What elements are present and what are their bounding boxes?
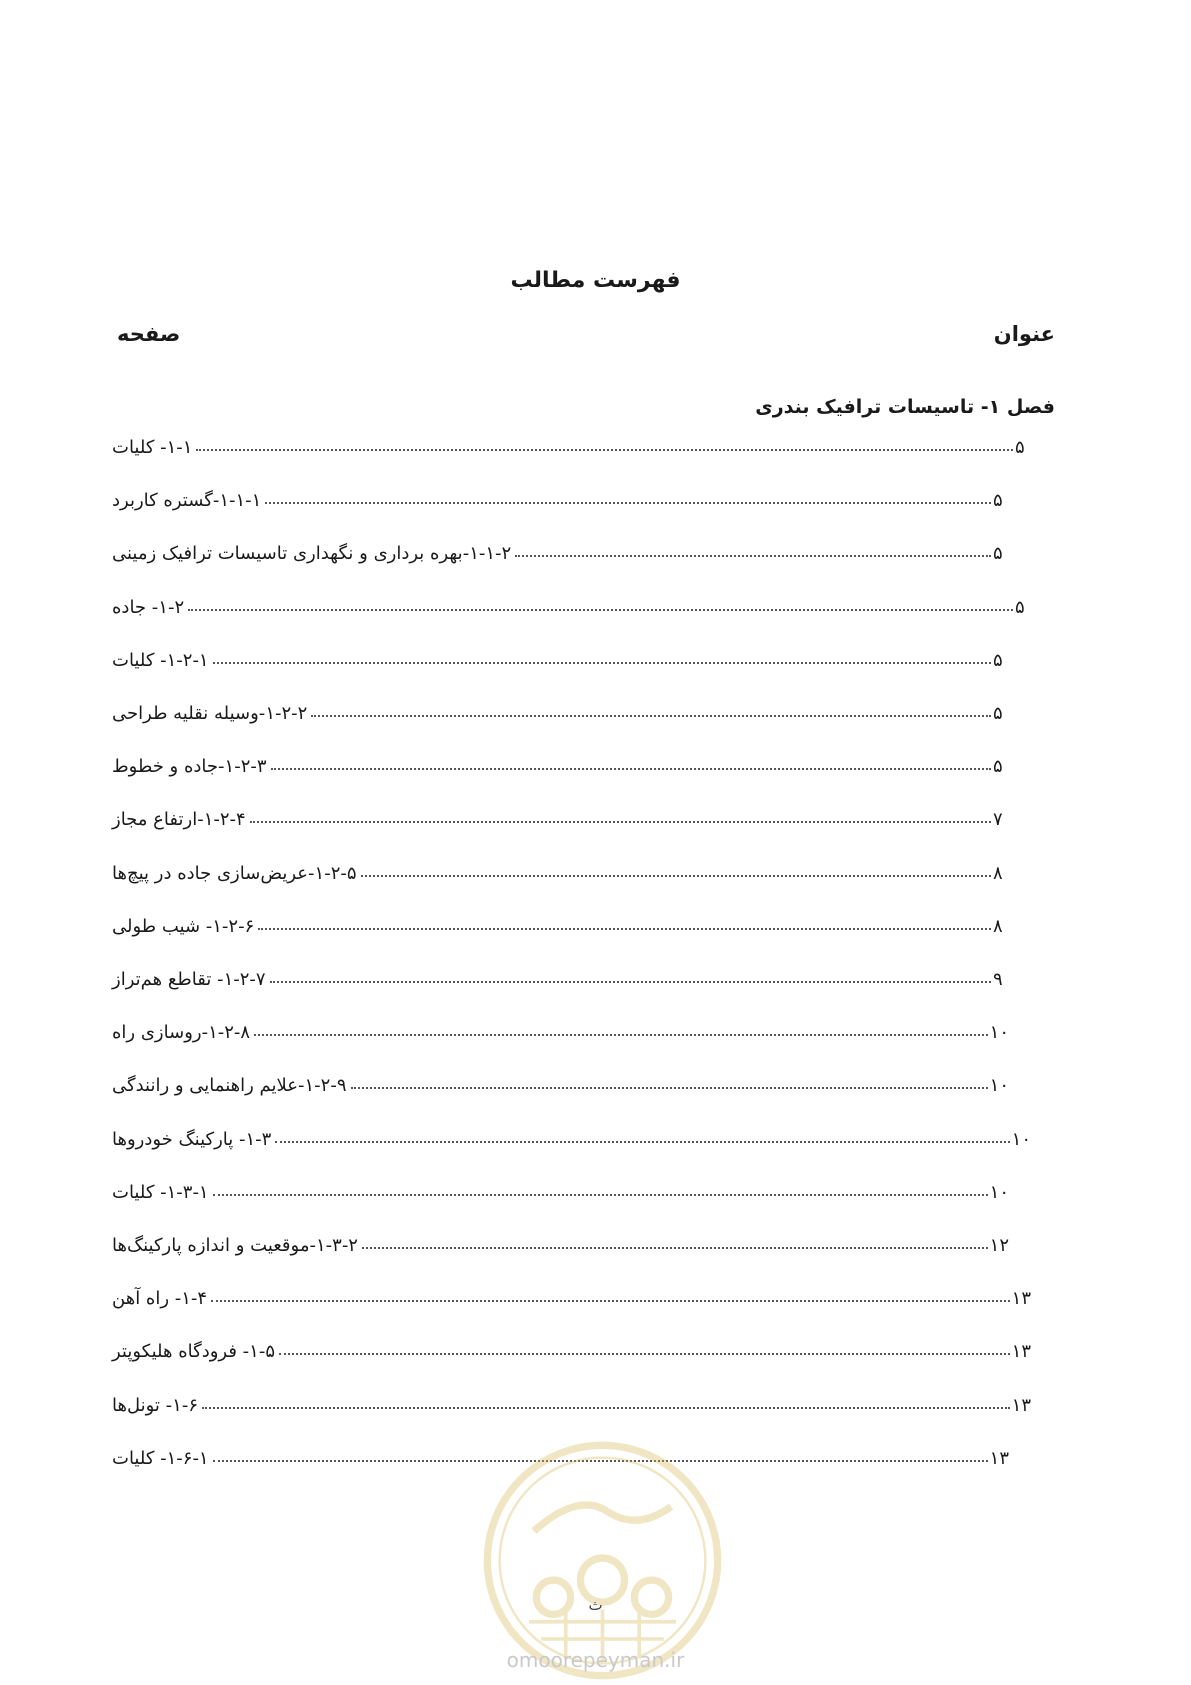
toc-entry-page: ۱۳ <box>1011 1341 1031 1363</box>
toc-entry-title: ۱-۳-۲-موقعیت و اندازه پارکینگ‌ها <box>112 1235 358 1256</box>
toc-entry-page: ۹ <box>993 969 1003 990</box>
toc-dot-leader <box>275 1141 1009 1143</box>
toc-entry-page: ۵ <box>993 649 1003 671</box>
toc-entry-page: ۱۳ <box>989 1447 1009 1469</box>
toc-entry-title: ۱-۲-۶- شیب طولی <box>112 915 255 937</box>
toc-entry[interactable] <box>112 960 1009 990</box>
toc-entry-page: ۵ <box>1015 596 1025 618</box>
toc-entry-page: ۵ <box>993 543 1003 565</box>
toc-dot-leader <box>271 768 991 770</box>
toc-entry-page: ۷ <box>993 809 1003 831</box>
toc-dot-leader <box>311 715 991 717</box>
toc-entry-title: ۱-۱-۲-بهره برداری و نگهداری تاسیسات ترافیک زمینی <box>112 543 512 565</box>
toc-entry[interactable] <box>112 1226 1009 1256</box>
toc-entry-title: ۱-۲-۹-علایم راهنمایی و رانندگی <box>112 1075 347 1097</box>
toc-entry-title: ۱-۱-۱-گستره کاربرد <box>112 490 262 512</box>
toc-entry-page: ۸ <box>993 915 1003 937</box>
toc-entry-title: ۱-۴- راه آهن <box>112 1288 208 1310</box>
toc-entry[interactable] <box>112 1332 1031 1362</box>
toc-entry[interactable] <box>112 747 1009 777</box>
toc-entry-page: ۱۲ <box>989 1235 1009 1256</box>
toc-entry[interactable] <box>112 1120 1031 1150</box>
toc-dot-leader <box>351 1087 988 1089</box>
toc-entry-page: ۵ <box>1015 437 1025 458</box>
toc-entry-page: ۱۰ <box>989 1181 1009 1203</box>
toc-entry-title: ۱-۲-۸-روسازی راه <box>112 1022 251 1044</box>
toc-entry-page: ۵ <box>993 490 1003 512</box>
toc-entry-title: ۱-۶- تونل‌ها <box>112 1394 198 1416</box>
toc-entry[interactable] <box>112 588 1031 618</box>
watermark-logo-icon <box>480 1438 725 1683</box>
toc-dot-leader <box>258 928 991 930</box>
toc-entry-page: ۵ <box>993 756 1003 778</box>
toc-entry-title: ۱-۲-۷- تقاطع هم‌تراز <box>112 969 266 990</box>
toc-dot-leader <box>202 1407 1010 1409</box>
toc-entry-title: ۱-۱- کلیات <box>112 437 193 458</box>
toc-entry-title: ۱-۲-۳-جاده و خطوط <box>112 756 267 778</box>
toc-dot-leader <box>213 662 991 664</box>
toc-entry-title: ۱-۲-۲-وسیله نقلیه طراحی <box>112 703 308 724</box>
toc-entry-page: ۱۳ <box>1011 1394 1031 1416</box>
toc-entry-title: ۱-۲- جاده <box>112 596 185 618</box>
toc-entry[interactable] <box>112 1066 1009 1096</box>
toc-dot-leader <box>188 609 1013 611</box>
toc-entry[interactable] <box>112 1013 1009 1043</box>
toc-entry[interactable] <box>112 907 1009 937</box>
toc-dot-leader <box>279 1353 1010 1355</box>
toc-entry-page: ۱۰ <box>989 1075 1009 1097</box>
toc-entry[interactable] <box>112 1279 1031 1309</box>
toc-entry-title: ۱-۳- پارکینگ خودروها <box>112 1128 272 1150</box>
toc-entry-title: ۱-۳-۱- کلیات <box>112 1181 209 1203</box>
toc-dot-leader <box>250 821 991 823</box>
toc-entry[interactable] <box>112 854 1009 884</box>
page-title: فهرست مطالب <box>510 268 681 293</box>
watermark-text: omoorepeyman.ir <box>506 1648 685 1672</box>
toc-entry-title: ۱-۶-۱- کلیات <box>112 1447 209 1469</box>
toc-dot-leader <box>362 1247 988 1249</box>
toc-entry[interactable] <box>112 800 1009 830</box>
toc-entry[interactable] <box>112 1386 1031 1416</box>
toc-dot-leader <box>515 555 991 557</box>
toc-entry-page: ۸ <box>993 862 1003 884</box>
toc-entry-page: ۵ <box>993 703 1003 724</box>
toc-entry[interactable] <box>112 481 1009 511</box>
toc-entry-title: ۱-۲-۵-عریض‌سازی جاده در پیچ‌ها <box>112 862 357 884</box>
toc-dot-leader <box>196 449 1013 451</box>
column-header-title: عنوان <box>993 322 1055 346</box>
toc-entry[interactable] <box>112 694 1009 724</box>
chapter-heading: فصل ۱- تاسیسات ترافیک بندری <box>755 396 1055 418</box>
toc-entry-page: ۱۰ <box>1011 1128 1031 1150</box>
toc-entry[interactable] <box>112 428 1031 458</box>
toc-entry-title: ۱-۵- فرودگاه هلیکوپتر <box>112 1341 276 1363</box>
toc-entry-title: ۱-۲-۱- کلیات <box>112 649 209 671</box>
toc-dot-leader <box>213 1194 988 1196</box>
toc-dot-leader <box>361 875 991 877</box>
toc-entry-title: ۱-۲-۴-ارتفاع مجاز <box>112 809 246 831</box>
toc-entry[interactable] <box>112 534 1009 564</box>
page-number: ث <box>588 1596 603 1614</box>
toc-dot-leader <box>270 981 991 983</box>
column-header-page: صفحه <box>117 322 181 346</box>
toc-dot-leader <box>211 1300 1010 1302</box>
toc-dot-leader <box>265 502 991 504</box>
toc-dot-leader <box>254 1034 988 1036</box>
toc-entry[interactable] <box>112 1173 1009 1203</box>
toc-entry-page: ۱۰ <box>989 1022 1009 1044</box>
toc-entry-page: ۱۳ <box>1011 1288 1031 1310</box>
toc-entry[interactable] <box>112 641 1009 671</box>
